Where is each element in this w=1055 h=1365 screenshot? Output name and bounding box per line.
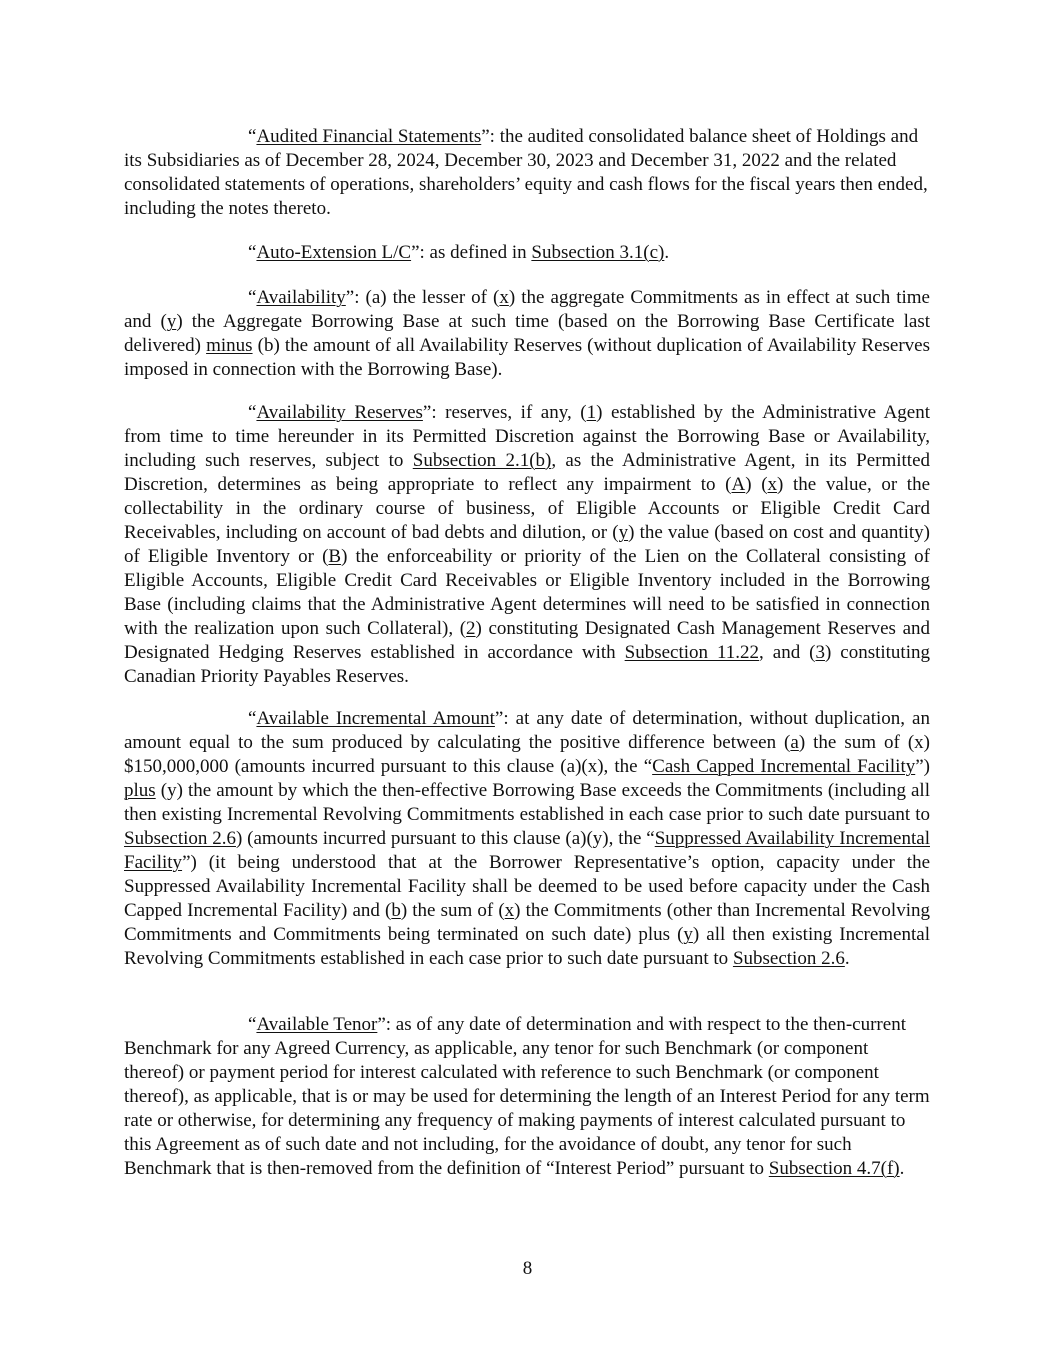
definition-available-tenor: “Available Tenor”: as of any date of determination and with respect to the then-current Benchmark for any Agreed Currency, as applicable, any tenor for such Benchmark (or component thereof) or payment period for interest calculated with reference to such Benchmark (or component thereof), as applicable, that is or may be used for determining the length of an Interest Period for any term rate or otherwise, for determining any frequency of making payments of interest calculated pursuant to this Agreement as of such date and not including, for the avoidance of doubt, any tenor for such Benchmark that is then-removed from the definition of “Interest Period” pursuant to Subsection 4.7(f). <box>124 1014 930 1179</box>
cross-reference: Subsection 4.7(f) <box>768 1158 900 1179</box>
defined-term: Available Tenor <box>256 1014 378 1035</box>
cross-reference: Subsection 2.6 <box>732 948 845 969</box>
definition-availability: “Availability”: (a) the lesser of (x) the aggregate Commitments as in effect at such time and (y) the Aggregate Borrowing Base at such time (based on the Borrowing Base Certificate last delivered) minus (b) the amount of all Availability Reserves (without duplication of Availability Reserves imposed in connection with the Borrowing Base). <box>124 287 931 380</box>
cross-reference: Subsection 11.22 <box>624 642 760 663</box>
page-number: 8 <box>522 1258 533 1279</box>
definition-availability-reserves: “Availability Reserves”: reserves, if any, (1) established by the Administrative Agent from time to time hereunder in its Permitted Discretion against the Borrowing Base or Availability, including such reserves, subject to Subsection 2.1(b), as the Administrative Agent, in its Permitted Discretion, determines as being appropriate to reflect any impairment to (A) (x) the value, or the collectability in the ordinary course of business, of Eligible Accounts or Eligible Credit Card Receivables, including on account of bad debts and dilution, or (y) the value (based on cost and quantity) of Eligible Inventory or (B) the enforceability or priority of the Lien on the Collateral consisting of Eligible Accounts, Eligible Credit Card Receivables or Eligible Inventory included in the Borrowing Base (including claims that the Administrative Agent determines will need to be satisfied in connection with the realization upon such Collateral), (2) constituting Designated Cash Management Reserves and Designated Hedging Reserves established in accordance with Subsection 11.22, and (3) constituting Canadian Priority Payables Reserves. <box>124 402 931 687</box>
defined-term: Availability Reserves <box>256 402 423 423</box>
cross-reference: Subsection 2.1(b) <box>412 450 552 471</box>
cross-reference: Subsection 3.1(c) <box>531 242 665 263</box>
definition-auto-extension-lc: “Auto-Extension L/C”: as defined in Subsection 3.1(c). <box>248 242 670 263</box>
defined-term: Availability <box>256 287 346 308</box>
cross-reference: Subsection 2.6 <box>124 828 236 849</box>
definition-audited-financial-statements: “Audited Financial Statements”: the audited consolidated balance sheet of Holdings and its Subsidiaries as of December 28, 2024, December 30, 2023 and December 31, 2022 and the related consolidated statements of operations, shareholders’ equity and cash flows for the fiscal years then ended, including the notes thereto. <box>124 126 928 219</box>
defined-term: Auto-Extension L/C <box>256 242 412 263</box>
defined-term: Available Incremental Amount <box>256 708 495 729</box>
defined-term: Audited Financial Statements <box>256 126 482 147</box>
definition-body: the audited consolidated balance sheet of Holdings and its Subsidiaries as of December 28, 2024, December 30, 2023 and December 31, 2022 and the related consolidated statements of operations, shareholders’ equity and cash flows for the fiscal years then ended, including the notes thereto. <box>124 126 928 219</box>
definition-available-incremental-amount: “Available Incremental Amount”: at any date of determination, without duplication, an amount equal to the sum produced by calculating the positive difference between (a) the sum of (x) $150,000,000 (amounts incurred pursuant to this clause (a)(x), the “Cash Capped Incremental Facility”) plus (y) the amount by which the then-effective Borrowing Base exceeds the Commitments (including all then existing Incremental Revolving Commitments established in each case prior to such date pursuant to Subsection 2.6) (amounts incurred pursuant to this clause (a)(y), the “Suppressed Availability Incremental Facility”) (it being understood that at the Borrower Representative’s option, capacity under the Suppressed Availability Incremental Facility shall be deemed to be used before capacity under the Cash Capped Incremental Facility) and (b) the sum of (x) the Commitments (other than Incremental Revolving Commitments and Commitments being terminated on such date) plus (y) all then existing Incremental Revolving Commitments established in each case prior to such date pursuant to Subsection 2.6. <box>124 708 930 969</box>
